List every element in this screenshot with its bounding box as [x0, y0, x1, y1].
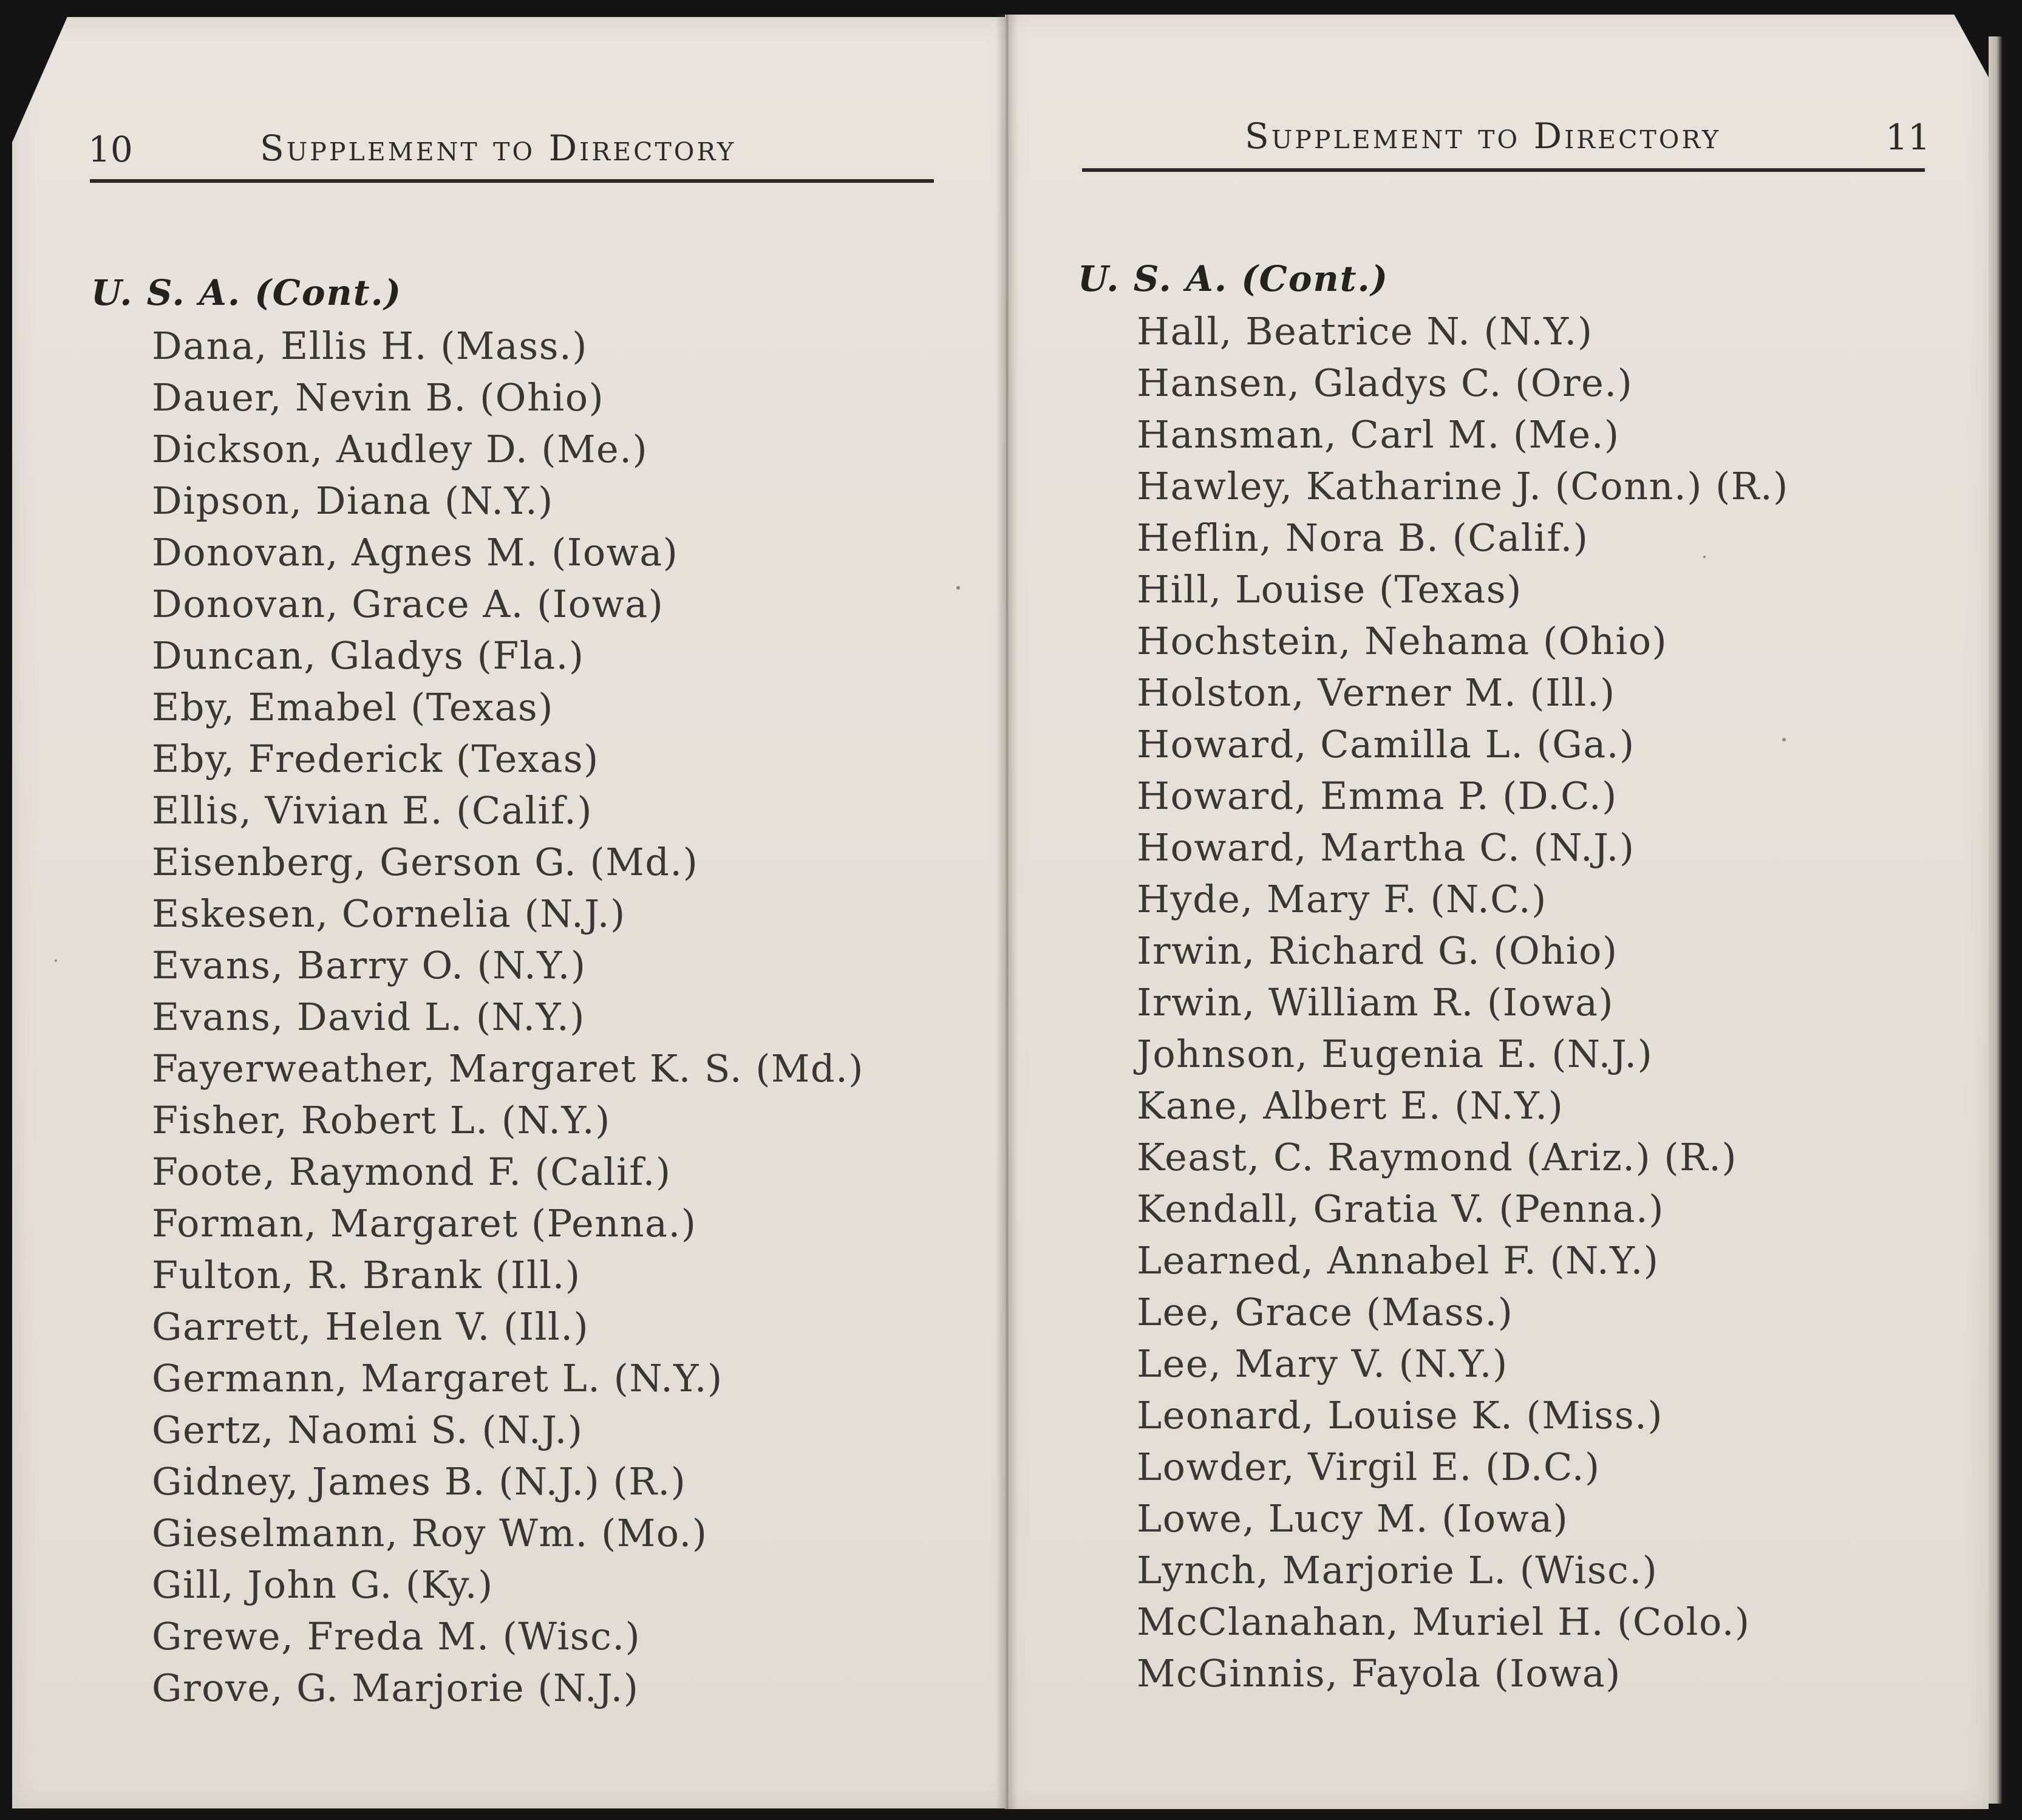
list-item: Howard, Emma P. (D.C.): [1137, 774, 1618, 818]
list-item: Ellis, Vivian E. (Calif.): [152, 788, 593, 833]
list-item: Eby, Emabel (Texas): [152, 685, 554, 729]
list-item: Heflin, Nora B. (Calif.): [1137, 516, 1589, 560]
list-item: Lowder, Virgil E. (D.C.): [1137, 1445, 1601, 1489]
book-gutter: [996, 15, 1018, 1809]
list-item: Donovan, Agnes M. (Iowa): [152, 530, 679, 574]
left-entries-list: [152, 320, 864, 1714]
list-item: Hall, Beatrice N. (N.Y.): [1137, 309, 1593, 353]
list-item: Eby, Frederick (Texas): [152, 737, 599, 781]
list-item: Fayerweather, Margaret K. S. (Md.): [152, 1046, 864, 1091]
right-header-rule: [1082, 168, 1925, 172]
list-item: Donovan, Grace A. (Iowa): [152, 582, 664, 626]
list-item: Gill, John G. (Ky.): [152, 1563, 494, 1607]
list-item: Hawley, Katharine J. (Conn.) (R.): [1137, 464, 1789, 508]
list-item: Howard, Camilla L. (Ga.): [1137, 722, 1635, 766]
list-item: Fisher, Robert L. (N.Y.): [152, 1098, 611, 1142]
list-item: Johnson, Eugenia E. (N.J.): [1137, 1032, 1653, 1076]
list-item: Garrett, Helen V. (Ill.): [152, 1304, 590, 1349]
list-item: Hill, Louise (Texas): [1137, 567, 1522, 612]
left-running-title: Supplement to Directory: [260, 128, 737, 169]
list-item: Evans, Barry O. (N.Y.): [152, 943, 587, 987]
list-item: Fulton, R. Brank (Ill.): [152, 1253, 581, 1297]
list-item: Lowe, Lucy M. (Iowa): [1137, 1496, 1569, 1541]
list-item: Lee, Grace (Mass.): [1137, 1290, 1514, 1334]
list-item: Leonard, Louise K. (Miss.): [1137, 1393, 1664, 1437]
list-item: Kane, Albert E. (N.Y.): [1137, 1083, 1564, 1128]
page-edge: [1989, 36, 2002, 1804]
list-item: Forman, Margaret (Penna.): [152, 1201, 697, 1246]
list-item: Dipson, Diana (N.Y.): [152, 479, 554, 523]
list-item: Dauer, Nevin B. (Ohio): [152, 375, 605, 420]
right-page-number: 11: [1885, 117, 1930, 158]
left-page-number: 10: [88, 129, 133, 170]
list-item: McGinnis, Fayola (Iowa): [1137, 1651, 1621, 1696]
list-item: Lynch, Marjorie L. (Wisc.): [1137, 1548, 1658, 1592]
left-section-heading: U. S. A. (Cont.): [91, 272, 403, 313]
list-item: Lee, Mary V. (N.Y.): [1137, 1341, 1508, 1386]
list-item: Eskesen, Cornelia (N.J.): [152, 891, 626, 936]
right-entries-list: [1137, 305, 1789, 1699]
list-item: Keast, C. Raymond (Ariz.) (R.): [1137, 1135, 1738, 1179]
list-item: Grove, G. Marjorie (N.J.): [152, 1666, 639, 1710]
list-item: Dana, Ellis H. (Mass.): [152, 324, 588, 368]
paper-speck: [1703, 556, 1706, 558]
list-item: Duncan, Gladys (Fla.): [152, 633, 585, 678]
list-item: Irwin, William R. (Iowa): [1137, 980, 1615, 1024]
list-item: Howard, Martha C. (N.J.): [1137, 825, 1635, 870]
list-item: Irwin, Richard G. (Ohio): [1137, 929, 1618, 973]
list-item: Kendall, Gratia V. (Penna.): [1137, 1187, 1664, 1231]
list-item: Eisenberg, Gerson G. (Md.): [152, 840, 699, 884]
list-item: Grewe, Freda M. (Wisc.): [152, 1614, 641, 1658]
paper-speck: [1782, 738, 1786, 741]
list-item: Hochstein, Nehama (Ohio): [1137, 619, 1668, 663]
left-header-rule: [90, 179, 934, 183]
list-item: Hansen, Gladys C. (Ore.): [1137, 361, 1633, 405]
list-item: Learned, Annabel F. (N.Y.): [1137, 1238, 1659, 1283]
list-item: Gidney, James B. (N.J.) (R.): [152, 1459, 687, 1504]
list-item: Holston, Verner M. (Ill.): [1137, 670, 1616, 715]
list-item: McClanahan, Muriel H. (Colo.): [1137, 1600, 1751, 1644]
list-item: Hansman, Carl M. (Me.): [1137, 412, 1620, 457]
list-item: Foote, Raymond F. (Calif.): [152, 1150, 672, 1194]
list-item: Evans, David L. (N.Y.): [152, 995, 585, 1039]
right-running-title: Supplement to Directory: [1245, 115, 1721, 157]
list-item: Hyde, Mary F. (N.C.): [1137, 877, 1547, 921]
list-item: Gieselmann, Roy Wm. (Mo.): [152, 1511, 708, 1555]
right-section-heading: U. S. A. (Cont.): [1078, 258, 1389, 299]
list-item: Dickson, Audley D. (Me.): [152, 427, 648, 471]
paper-speck: [55, 959, 57, 962]
list-item: Germann, Margaret L. (N.Y.): [152, 1356, 723, 1400]
list-item: Gertz, Naomi S. (N.J.): [152, 1408, 584, 1452]
paper-speck: [956, 586, 960, 590]
